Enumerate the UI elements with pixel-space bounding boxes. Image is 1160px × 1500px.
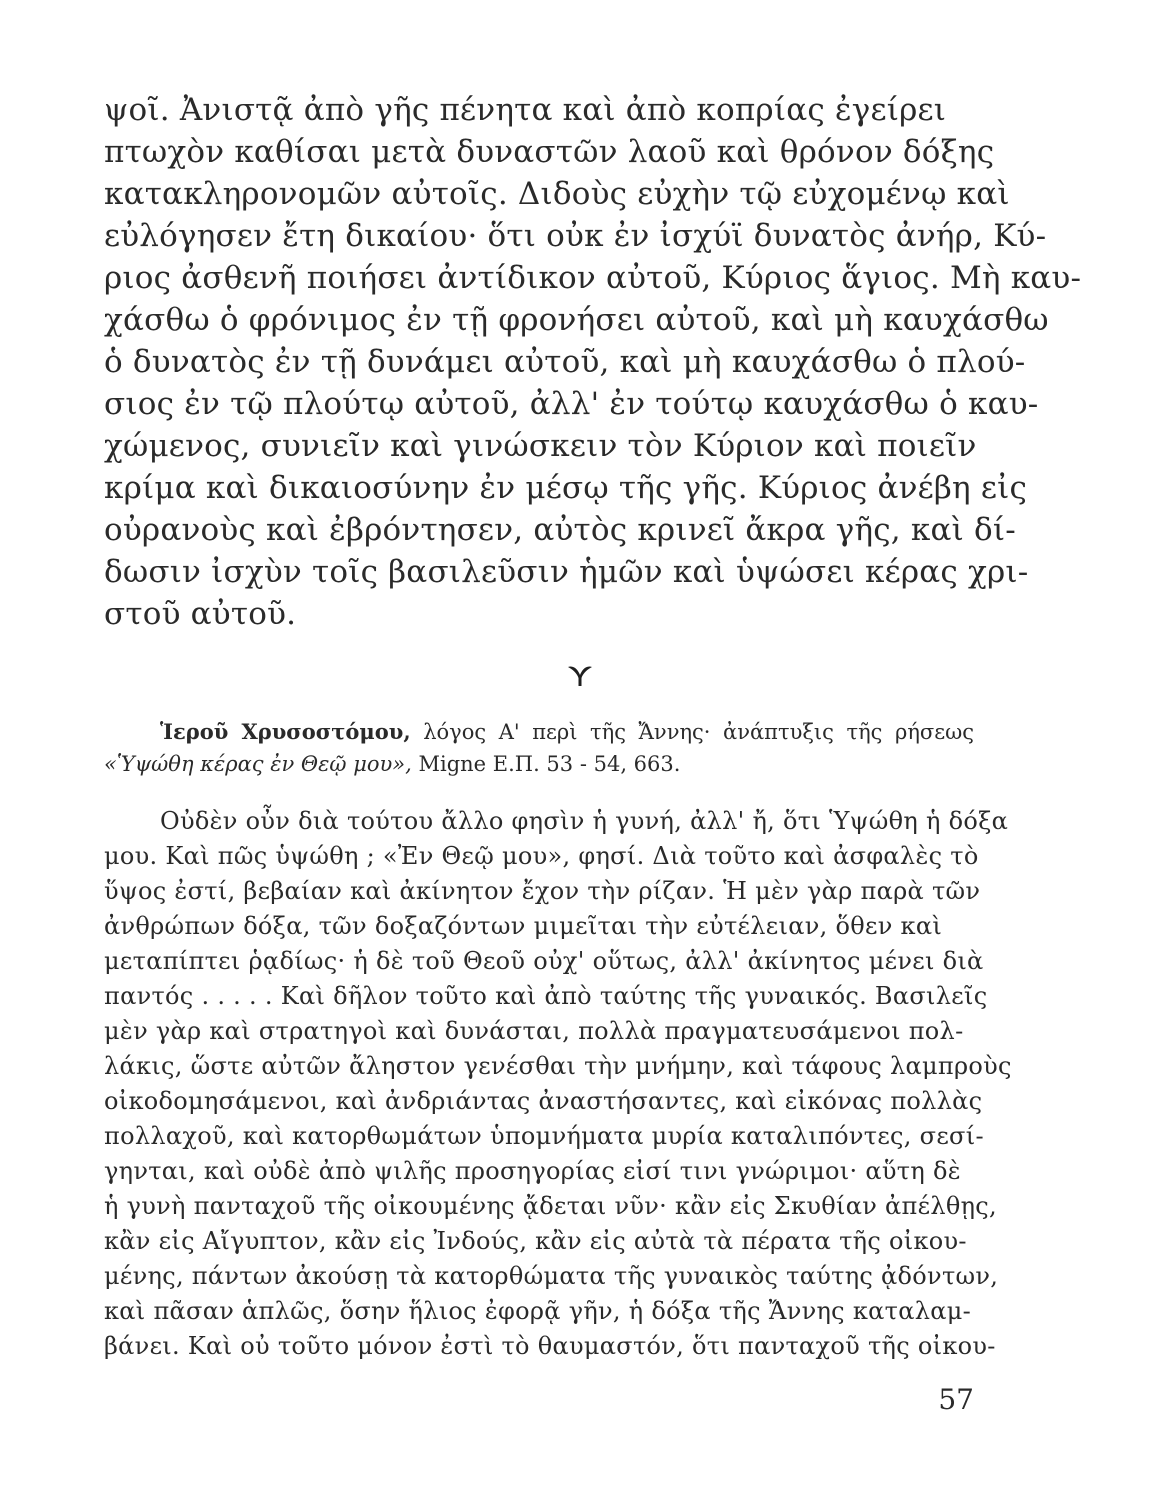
citation-line-2 [104,750,974,780]
body-line: εὐλόγησεν ἔτη δικαίου· ὅτι οὐκ ἐν ἰσχύϊ δυνατὸς ἀνήρ, Κύ- [104,218,1047,254]
quote-line: μένης, πάντων ἀκούσῃ τὰ κατορθώματα τῆς γυναικὸς ταύτης ᾀδόντων, [104,1262,999,1290]
citation-title: «Ὑψώθη κέρας ἐν Θεῷ μου», [104,752,412,776]
citation-author: Ἱεροῦ Χρυσοστόμου, [160,719,411,744]
quote-line: μὲν γὰρ καὶ στρατηγοὶ καὶ δυνάσται, πολλὰ πραγματευσάμενοι πολ- [104,1017,964,1045]
quote-line: ἀνθρώπων δόξα, τῶν δοξαζόντων μιμεῖται τὴν εὐτέλειαν, ὅθεν καὶ [104,912,943,940]
quote-line: ὕψος ἐστί, βεβαίαν καὶ ἀκίνητον ἔχον τὴν ρίζαν. Ἡ μὲν γὰρ παρὰ τῶν [104,877,981,905]
citation-description: λόγος Α' περὶ τῆς Ἄννης· ἀνάπτυξις τῆς ρήσεως [423,720,975,744]
body-line: σιος ἐν τῷ πλούτῳ αὐτοῦ, ἀλλ' ἐν τούτῳ καυχάσθω ὁ καυ- [104,386,1039,422]
quote-line: οἰκοδομησάμενοι, καὶ ἀνδριάντας ἀναστήσαντες, καὶ εἰκόνας πολλὰς [104,1087,983,1115]
fleuron-ornament [566,662,594,690]
body-line: ὁ δυνατὸς ἐν τῇ δυνάμει αὐτοῦ, καὶ μὴ καυχάσθω ὁ πλού- [104,344,1026,380]
quote-line: Οὐδὲν οὖν διὰ τούτου ἄλλο φησὶν ἡ γυνή, ἀλλ' ἤ, ὅτι Ὑψώθη ἡ δόξα [160,807,1009,835]
quote-line: βάνει. Καὶ οὐ τοῦτο μόνον ἐστὶ τὸ θαυμαστόν, ὅτι πανταχοῦ τῆς οἰκου- [104,1332,996,1360]
quote-line: ἡ γυνὴ πανταχοῦ τῆς οἰκουμένης ᾄδεται νῦν· κἂν εἰς Σκυθίαν ἀπέλθῃς, [104,1192,997,1220]
citation-reference: Migne Ε.Π. 53 - 54, 663. [418,752,681,776]
quote-line: λάκις, ὥστε αὐτῶν ἄληστον γενέσθαι τὴν μνήμην, καὶ τάφους λαμπροὺς [104,1052,1012,1080]
quote-line: καὶ πᾶσαν ἁπλῶς, ὅσην ἥλιος ἐφορᾷ γῆν, ἡ δόξα τῆς Ἄννης καταλαμ- [104,1297,972,1325]
quote-line: γηνται, καὶ οὐδὲ ἀπὸ ψιλῆς προσηγορίας εἰσί τινι γνώριμοι· αὕτη δὲ [104,1157,961,1185]
quote-line: μεταπίπτει ῥᾳδίως· ἡ δὲ τοῦ Θεοῦ οὐχ' οὕτως, ἀλλ' ἀκίνητος μένει διὰ [104,947,984,975]
quote-line: πολλαχοῦ, καὶ κατορθωμάτων ὑπομνήματα μυρία καταλιπόντες, σεσί- [104,1122,984,1150]
body-line: ριος ἀσθενῆ ποιήσει ἀντίδικον αὐτοῦ, Κύριος ἅγιος. Μὴ καυ- [104,260,1082,296]
quote-line: παντός . . . . . Καὶ δῆλον τοῦτο καὶ ἀπὸ ταύτης τῆς γυναικός. Βασιλεῖς [104,982,988,1010]
body-line: δωσιν ἰσχὺν τοῖς βασιλεῦσιν ἡμῶν καὶ ὑψώσει κέρας χρι- [104,554,1029,590]
citation-line-1 [160,718,974,748]
quote-line: μου. Καὶ πῶς ὑψώθη ; «Ἐν Θεῷ μου», φησί. Διὰ τοῦτο καὶ ἀσφαλὲς τὸ [104,842,979,870]
body-line: πτωχὸν καθίσαι μετὰ δυναστῶν λαοῦ καὶ θρόνον δόξης [104,134,995,170]
body-line: κρίμα καὶ δικαιοσύνην ἐν μέσῳ τῆς γῆς. Κύριος ἀνέβη εἰς [104,470,1028,506]
body-line: οὐρανοὺς καὶ ἐβρόντησεν, αὐτὸς κρινεῖ ἄκρα γῆς, καὶ δί- [104,512,1016,548]
page-number: 57 [938,1383,974,1416]
quote-line: κἂν εἰς Αἴγυπτον, κἂν εἰς Ἰνδούς, κἂν εἰς αὐτὰ τὰ πέρατα τῆς οἰκου- [104,1227,967,1255]
body-line: χάσθω ὁ φρόνιμος ἐν τῇ φρονήσει αὐτοῦ, καὶ μὴ καυχάσθω [104,302,1049,338]
body-line: κατακληρονομῶν αὐτοῖς. Διδοὺς εὐχὴν τῷ εὐχομένῳ καὶ [104,176,1010,212]
body-line: ψοῖ. Ἀνιστᾷ ἀπὸ γῆς πένητα καὶ ἀπὸ κοπρίας ἐγείρει [104,92,947,128]
body-line: στοῦ αὐτοῦ. [104,596,297,632]
body-line: χώμενος, συνιεῖν καὶ γινώσκειν τὸν Κύριον καὶ ποιεῖν [104,428,977,464]
